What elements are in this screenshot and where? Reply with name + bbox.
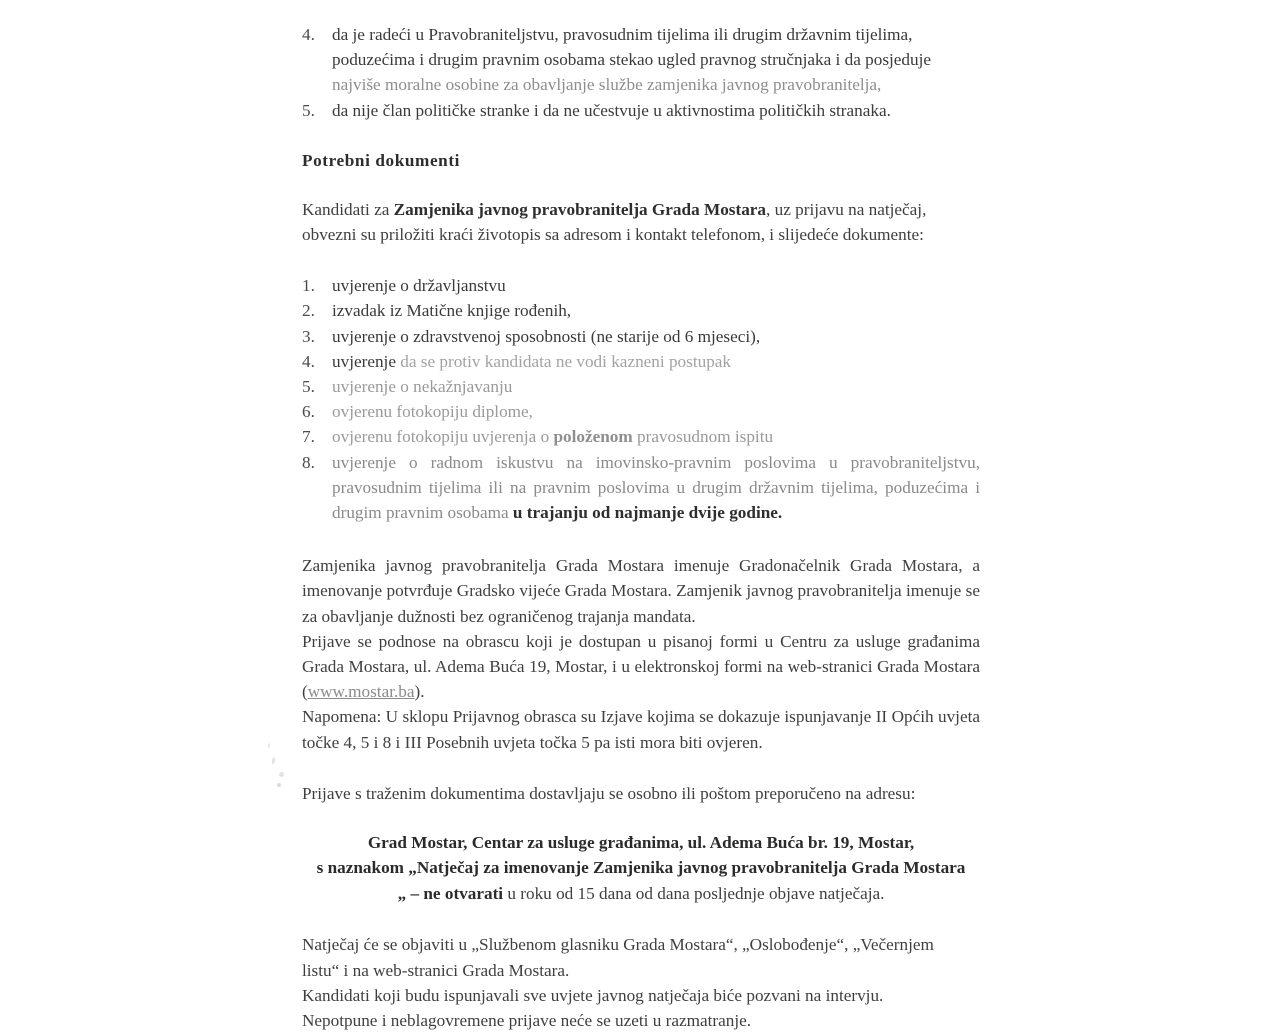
address-line-3: [302, 881, 980, 906]
list-item-line-3: najviše moralne osobine za obavljanje službe zamjenika javnog pravobranitelja,: [332, 75, 882, 95]
list-marker: 4.: [302, 351, 315, 371]
scan-artifact-speck: [277, 783, 281, 787]
list-item: [302, 98, 980, 123]
list-item-text: ovjerenu fotokopiju diplome,: [332, 402, 533, 422]
list-item-line-3-emphasis: u trajanju od najmanje dvije godine.: [512, 503, 783, 523]
scan-artifact-speck: [279, 772, 284, 777]
intro-paragraph: [302, 197, 980, 247]
list-item: [302, 450, 980, 526]
list-item: [302, 22, 980, 98]
applications-text-part-2: ).: [414, 682, 425, 702]
paragraph-delivery: Prijave s traženim dokumentima dostavljaju se osobno ili poštom preporučeno na adresu:: [302, 783, 916, 803]
list-marker: 7.: [302, 427, 315, 447]
list-item-line-2: poduzećima i drugim pravnim osobama stekao ugled pravnog stručnjaka i da posjeduje: [332, 50, 932, 70]
list-marker: 4.: [302, 25, 315, 44]
paragraph-applications: [302, 629, 980, 705]
list-item: [302, 324, 980, 349]
intro-before-bold: Kandidati za: [302, 199, 394, 219]
address-line-3-emphasis: „ – ne otvarati: [397, 883, 504, 903]
document-body: [302, 22, 980, 1033]
mostar-website-link[interactable]: www.mostar.ba: [307, 682, 415, 702]
list-item-line-1: uvjerenje o radnom iskustvu na imovinsko-pravnim poslovima u pravobraniteljstvu,: [332, 452, 980, 472]
address-line-3-regular: u roku od 15 dana od dana posljednje objave natječaja.: [503, 883, 885, 903]
list-item-line-2: pravosudnim tijelima ili na pravnim poslovima u drugim državnim tijelima, poduzećima i: [332, 477, 980, 497]
required-documents-list: [302, 273, 980, 525]
paragraph-appointment: Zamjenika javnog pravobranitelja Grada Mostara imenuje Gradonačelnik Grada Mostara, a imenovanje potvrđuje Gradsko vijeće Grada Mostara. Zamjenik javnog pravobranitelja imenuje se za obavljanje dužnosti bez ograničenog trajanja mandata.: [302, 556, 980, 626]
list-item: [302, 298, 980, 323]
list-marker: 8.: [302, 452, 315, 472]
address-line-1: Grad Mostar, Centar za usluge građanima, ul. Adema Buća br. 19, Mostar,: [367, 833, 915, 853]
list-item: [302, 424, 980, 449]
list-marker: 5.: [302, 100, 315, 120]
list-item-text-emphasis: položenom: [553, 427, 633, 447]
paragraph-incomplete-applications: Nepotpune i neblagovremene prijave neće se uzeti u razmatranje.: [302, 1010, 752, 1030]
list-item-text: izvadak iz Matične knjige rođenih,: [332, 301, 572, 321]
intro-bold-title: Zamjenika javnog pravobranitelja Grada Mostara: [393, 199, 767, 219]
list-marker: 6.: [302, 402, 315, 422]
publication-line-1: Natječaj će se objaviti u „Službenom glasniku Grada Mostara“, „Oslobođenje“, „Večernjem: [302, 935, 934, 955]
list-item: [302, 349, 980, 374]
address-block: [302, 830, 980, 906]
scan-artifact-speck: [271, 757, 275, 764]
list-item-text: da se protiv kandidata ne vodi kazneni postupak: [395, 351, 732, 371]
list-item-text: uvjerenje o državljanstvu: [332, 276, 506, 296]
paragraph-note: Napomena: U sklopu Prijavnog obrasca su Izjave kojima se dokazuje ispunjavanje II Općih uvjeta točke 4, 5 i 8 i III Posebnih uvjeta točka 5 pa isti mora biti ovjeren.: [302, 707, 980, 752]
list-marker: 5.: [302, 377, 315, 397]
list-marker: 3.: [302, 326, 315, 346]
list-item-text: uvjerenje o nekažnjavanju: [332, 377, 513, 397]
list-item: [302, 374, 980, 399]
list-item-text-emphasis: uvjerenje: [332, 351, 396, 371]
general-conditions-list: [302, 22, 980, 123]
list-item: [302, 399, 980, 424]
list-item-line-1: da nije član političke stranke i da ne učestvuje u aktivnostima političkih stranaka.: [332, 100, 891, 120]
address-line-2: s naznakom „Natječaj za imenovanje Zamjenika javnog pravobranitelja Grada Mostara: [316, 858, 966, 878]
list-marker: 1.: [302, 276, 315, 296]
list-item-line-3-pre: drugim pravnim osobama: [332, 503, 513, 523]
applications-text-part-1: Prijave se podnose na obrascu koji je dostupan u pisanoj formi u Centru za usluge građanima Grada Mostara, ul. Adema Buća 19, Mostar, i u elektronskoj formi na web-stranici Grada Mostara (: [302, 631, 980, 702]
paragraph-publication: [302, 932, 980, 982]
list-item-text-post: pravosudnom ispitu: [632, 427, 774, 447]
list-item-line-1: da je radeći u Pravobraniteljstvu, pravosudnim tijelima ili drugim državnim tijelima,: [332, 25, 913, 44]
list-item-text: uvjerenje o zdravstvenoj sposobnosti (ne starije od 6 mjeseci),: [332, 326, 761, 346]
list-item-text-pre: ovjerenu fotokopiju uvjerenja o: [332, 427, 554, 447]
paragraph-interview: Kandidati koji budu ispunjavali sve uvjete javnog natječaja biće pozvani na intervju.: [302, 985, 884, 1005]
list-item: [302, 273, 980, 298]
list-marker: 2.: [302, 301, 315, 321]
intro-after-bold: , uz prijavu na natječaj,: [766, 199, 927, 219]
publication-line-2: listu“ i na web-stranici Grada Mostara.: [302, 960, 570, 980]
section-heading-required-documents: Potrebni dokumenti: [302, 150, 461, 170]
intro-line-2: obvezni su priložiti kraći životopis sa adresom i kontakt telefonom, i slijedeće dokumente:: [302, 225, 924, 245]
scan-artifact-speck: [268, 743, 270, 748]
